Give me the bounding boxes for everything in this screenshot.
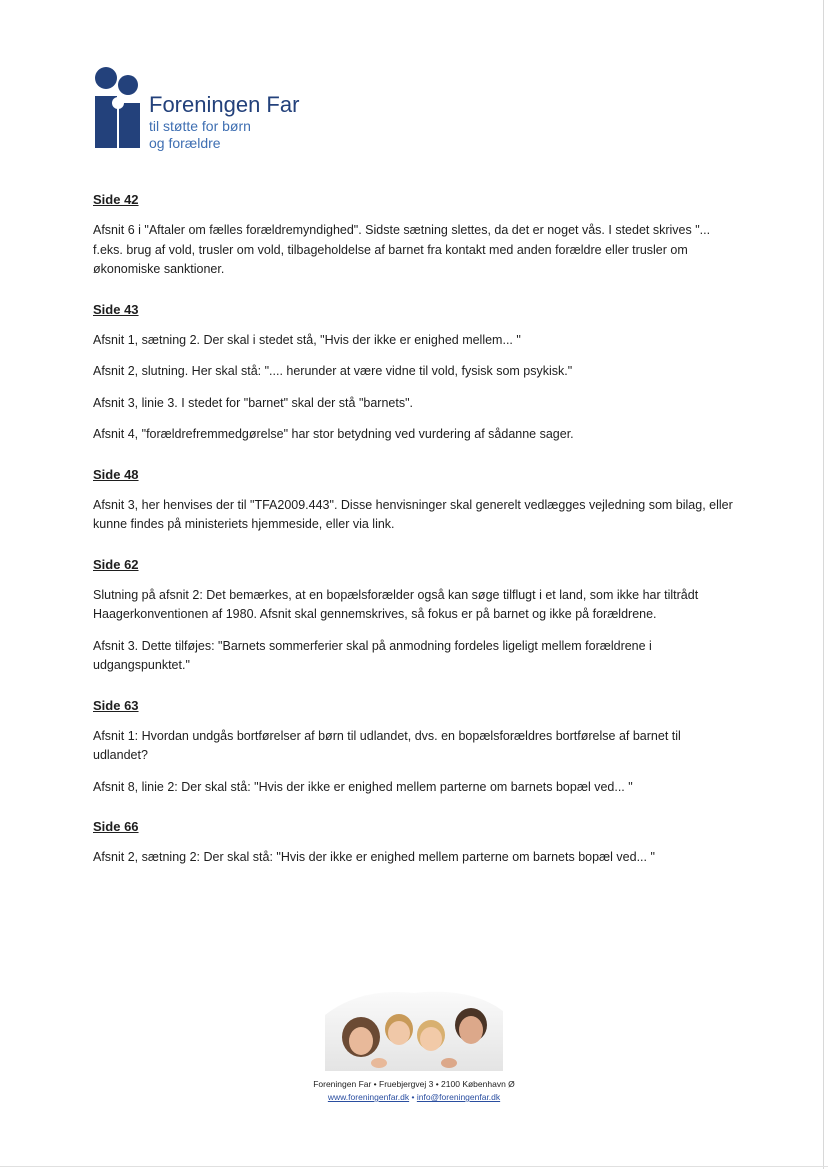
family-figures-logo-icon	[94, 66, 146, 150]
organization-name: Foreningen Far	[149, 92, 300, 117]
document-body	[93, 192, 733, 890]
section-paragraph: Afsnit 6 i "Aftaler om fælles forældremyndighed". Sidste sætning slettes, da det er noget vås. I stedet skrives "... f.eks. brug af vold, trusler om vold, tilbageholdelse af barnet fra kontakt med anden forældre eller trusler om økonomiske sanktioner.	[93, 223, 711, 276]
section-side-48	[93, 467, 733, 535]
website-link[interactable]: www.foreningenfar.dk	[327, 1092, 410, 1102]
footer-links	[0, 1092, 828, 1102]
section-paragraph: Afsnit 3, her henvises der til "TFA2009.443". Disse henvisninger skal generelt vedlægges vejledning som bilag, eller kunne findes på ministeriets hjemmeside, eller via link.	[93, 497, 733, 531]
section-paragraph: Afsnit 1, sætning 2. Der skal i stedet stå, "Hvis der ikke er enighed mellem... "	[93, 332, 521, 347]
section-heading: Side 42	[93, 192, 139, 207]
section-heading: Side 63	[93, 697, 139, 713]
organization-tagline	[149, 118, 251, 152]
footer-address: Foreningen Far • Fruebjergvej 3 • 2100 København Ø	[313, 1079, 515, 1089]
page-bottom-edge	[0, 1166, 828, 1167]
section-paragraph: Afsnit 3. Dette tilføjes: "Barnets sommerferier skal på anmodning fordeles ligeligt mellem forældrene i udgangspunktet."	[93, 638, 652, 672]
section-paragraph: Afsnit 3, linie 3. I stedet for "barnet" skal der stå "barnets".	[93, 395, 413, 410]
tagline-line-1: til støtte for børn	[149, 118, 251, 134]
link-separator: •	[409, 1092, 417, 1102]
section-heading: Side 62	[93, 556, 139, 572]
section-paragraph: Afsnit 4, "forældrefremmedgørelse" har stor betydning ved vurdering af sådanne sager.	[93, 427, 574, 441]
section-side-63	[93, 698, 733, 798]
section-heading: Side 66	[93, 819, 139, 834]
email-link[interactable]: info@foreningenfar.dk	[416, 1092, 501, 1102]
section-side-43	[93, 302, 733, 445]
section-paragraph: Slutning på afsnit 2: Det bemærkes, at en bopælsforælder også kan søge tilflugt i et land, som ikke har tiltrådt Haagerkonventionen af 1980. Afsnit skal gennemskrives, så fokus er på barnet og ikke på forældrene.	[93, 587, 699, 621]
organization-logo	[94, 66, 334, 156]
section-side-62	[93, 557, 733, 676]
section-heading: Side 43	[93, 301, 139, 317]
tagline-line-2: og forældre	[149, 135, 221, 151]
section-paragraph: Afsnit 2, slutning. Her skal stå: ".... herunder at være vidne til vold, fysisk som psykisk."	[93, 364, 573, 378]
section-paragraph: Afsnit 2, sætning 2: Der skal stå: "Hvis der ikke er enighed mellem parterne om barnets bopæl ved... "	[93, 850, 655, 864]
section-side-66	[93, 819, 733, 868]
family-photo	[321, 985, 507, 1071]
section-heading: Side 48	[93, 466, 139, 482]
section-paragraph: Afsnit 1: Hvordan undgås bortførelser af børn til udlandet, dvs. en bopælsforældres bortførelse af barnet til udlandet?	[93, 728, 681, 762]
page-footer	[0, 985, 828, 1102]
section-paragraph: Afsnit 8, linie 2: Der skal stå: "Hvis der ikke er enighed mellem parterne om barnets bopæl ved... "	[93, 779, 633, 794]
section-side-42	[93, 192, 733, 280]
